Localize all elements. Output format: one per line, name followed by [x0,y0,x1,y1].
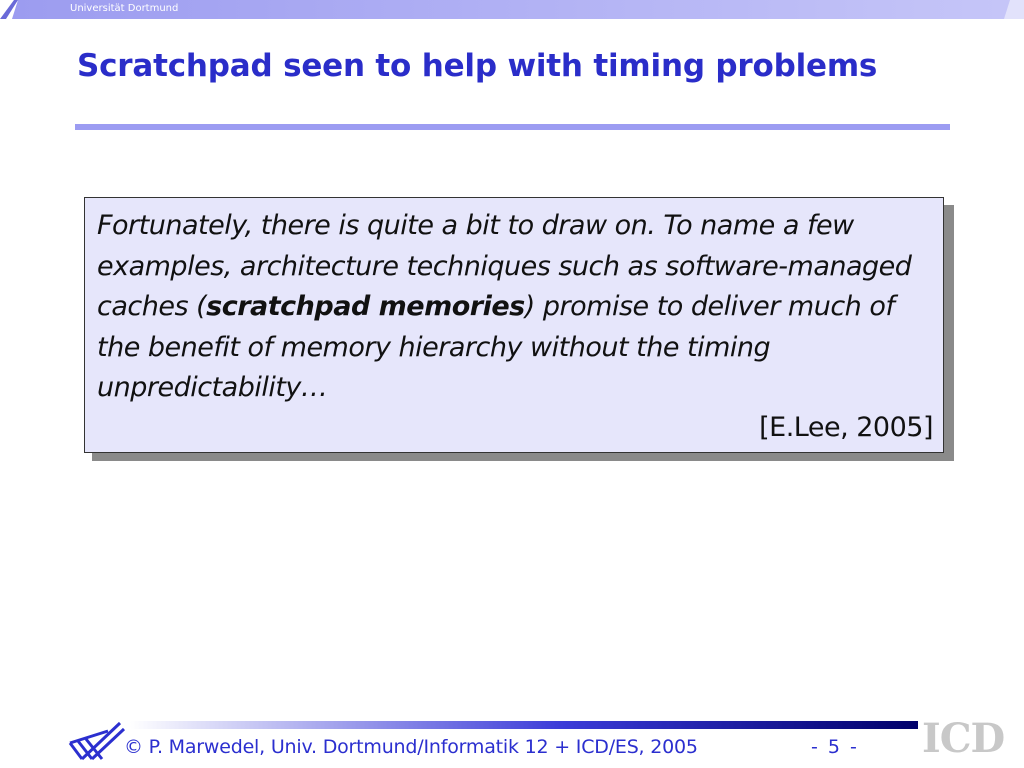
top-banner [0,0,1024,19]
footer-credit [124,736,698,758]
quote-box [84,197,944,453]
page-number: - 5 - [811,736,859,758]
copyright-symbol: © [124,736,143,758]
title-divider [75,124,950,130]
icd-logo: ICD [922,715,1005,762]
quote-text-part1: Fortunately, there is quite a bit to draw on. To name a few examples, architecture techniques such as software-managed caches ( [97,210,912,322]
citation: [E.Lee, 2005] [759,412,933,443]
university-logo-icon [68,721,128,763]
quote-text-part2: ) promise to deliver much of the benefit of memory hierarchy without the timing unpredictability… [97,291,895,403]
quote-text-bold: scratchpad memories [206,291,525,322]
slide-title: Scratchpad seen to help with timing problems [77,48,878,84]
footer-credit-text: P. Marwedel, Univ. Dortmund/Informatik 12 + ICD/ES, 2005 [142,736,698,758]
quote-text [97,206,933,409]
footer-gradient-bar [130,721,918,729]
university-label: Universität Dortmund [70,3,179,14]
